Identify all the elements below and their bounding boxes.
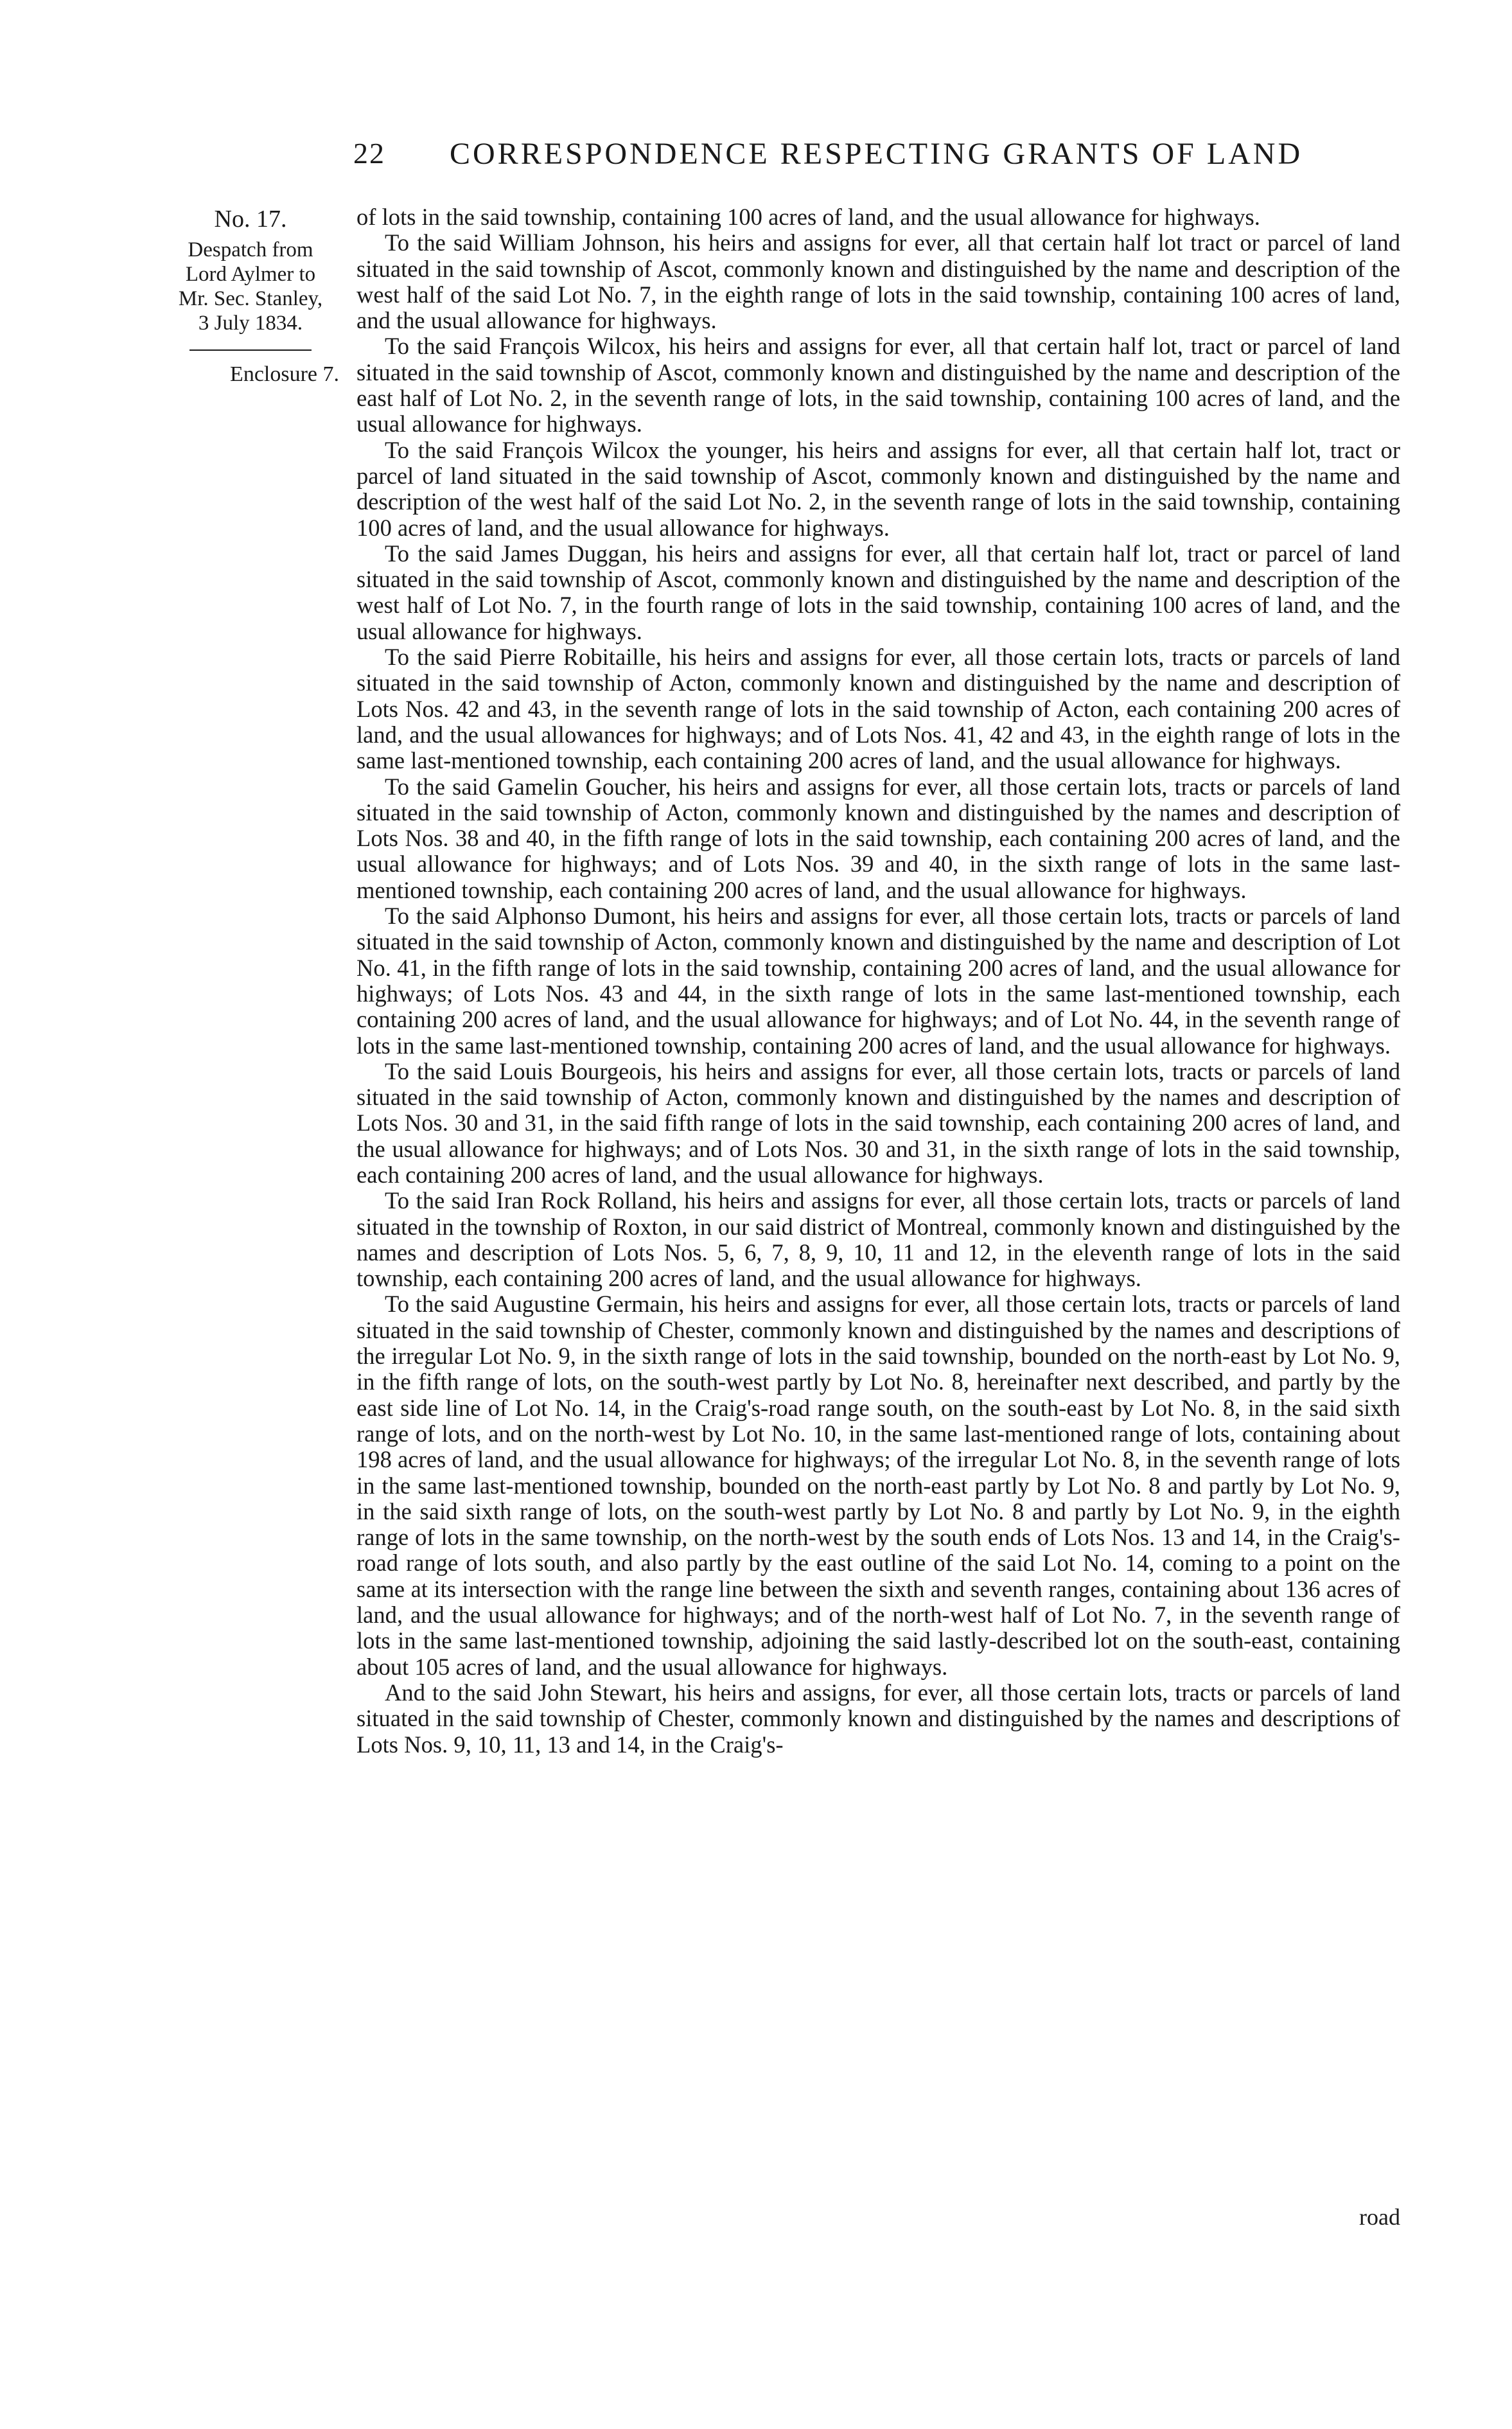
margin-note-divider bbox=[189, 349, 312, 351]
paragraph: And to the said John Stewart, his heirs and assigns, for ever, all those certain lots, tracts or parcels of land situated in the said township of Chester, commonly known and distinguished by the names and descriptions of Lots Nos. 9, 10, 11, 13 and 14, in the Craig's- bbox=[356, 1679, 1400, 1758]
margin-note-line: Lord Aylmer to bbox=[185, 263, 316, 286]
paragraph: To the said William Johnson, his heirs and assigns for ever, all that certain half lot tract or parcel of land situated in the said township of Ascot, commonly known and distinguished by the name and description of the west half of the said Lot No. 7, in the eighth range of lots in the said township, containing 100 acres of land, and the usual allowance for highways. bbox=[356, 229, 1400, 334]
page-number: 22 bbox=[353, 137, 385, 170]
paragraph: To the said Louis Bourgeois, his heirs and assigns for ever, all those certain lots, tracts or parcels of land situated in the said township of Acton, commonly known and distinguished by the names and description of Lots Nos. 30 and 31, in the said fifth range of lots in the said township, each containing 200 acres of land, and the usual allowance for highways; and of Lots Nos. 30 and 31, in the sixth range of lots in the said township, each containing 200 acres of land, and the usual allowance for highways. bbox=[356, 1057, 1400, 1188]
paragraph: To the said Alphonso Dumont, his heirs and assigns for ever, all those certain lots, tracts or parcels of land situated in the said township of Acton, commonly known and distinguished by the name and description of Lot No. 41, in the fifth range of lots in the said township, containing 200 acres of land, and the usual allowance for highways; of Lots Nos. 43 and 44, in the sixth range of lots in the same last-mentioned township, each containing 200 acres of land, and the usual allowance for highways; and of Lot No. 44, in the seventh range of lots in the same last-mentioned township, containing 200 acres of land, and the usual allowance for highways. bbox=[356, 903, 1400, 1059]
paragraph: To the said François Wilcox the younger, his heirs and assigns for ever, all that certain half lot, tract or parcel of land situated in the said township of Ascot, commonly known and distinguished by the name and description of the west half of the said Lot No. 2, in the seventh range of lots in the said township, containing 100 acres of land, and the usual allowance for highways. bbox=[356, 436, 1400, 541]
margin-note bbox=[135, 207, 366, 387]
paragraph: of lots in the said township, containing 100 acres of land, and the usual allowance for highways. bbox=[356, 204, 1260, 230]
paragraph: To the said François Wilcox, his heirs and assigns for ever, all that certain half lot, tract or parcel of land situated in the said township of Ascot, commonly known and distinguished by the name and description of the east half of Lot No. 2, in the seventh range of lots, in the said township, containing 100 acres of land, and the usual allowance for highways. bbox=[356, 333, 1400, 437]
margin-note-line: 3 July 1834. bbox=[198, 312, 303, 335]
paragraph: To the said Gamelin Goucher, his heirs and assigns for ever, all those certain lots, tracts or parcels of land situated in the said township of Acton, commonly known and distinguished by the names and description of Lots Nos. 38 and 40, in the fifth range of lots in the said township, each containing 200 acres of land, and the usual allowance for highways; and of Lots Nos. 39 and 40, in the sixth range of lots in the same last-mentioned township, each containing 200 acres of land, and the usual allowance for highways. bbox=[356, 773, 1400, 903]
paragraph: To the said Pierre Robitaille, his heirs and assigns for ever, all those certain lots, tracts or parcels of land situated in the said township of Acton, commonly known and distinguished by the name and description of Lots Nos. 42 and 43, in the seventh range of lots in the said township of Acton, each containing 200 acres of land, and the usual allowances for highways; and of Lots Nos. 41, 42 and 43, in the eighth range of lots in the same last-mentioned township, each containing 200 acres of land, and the usual allowance for highways. bbox=[356, 644, 1400, 774]
paragraph: To the said Iran Rock Rolland, his heirs and assigns for ever, all those certain lots, tracts or parcels of land situated in the township of Roxton, in our said district of Montreal, commonly known and distinguished by the names and description of Lots Nos. 5, 6, 7, 8, 9, 10, 11 and 12, in the eleventh range of lots in the said township, each containing 200 acres of land, and the usual allowance for highways. bbox=[356, 1187, 1400, 1292]
enclosure-label: Enclosure 7. bbox=[230, 362, 339, 386]
paragraph: To the said James Duggan, his heirs and assigns for ever, all that certain half lot, tract or parcel of land situated in the said township of Ascot, commonly known and distinguished by the name and description of the west half of Lot No. 7, in the fourth range of lots in the said township, containing 100 acres of land, and the usual allowance for highways. bbox=[356, 540, 1400, 644]
body-text bbox=[356, 204, 1400, 1758]
catchword: road bbox=[1359, 2204, 1400, 2230]
margin-note-line: Mr. Sec. Stanley, bbox=[178, 287, 323, 310]
despatch-number: No. 17. bbox=[214, 206, 287, 233]
margin-note-line: Despatch from bbox=[188, 238, 313, 261]
running-title: CORRESPONDENCE RESPECTING GRANTS OF LAND bbox=[450, 137, 1303, 171]
page-header bbox=[353, 136, 1400, 181]
paragraph: To the said Augustine Germain, his heirs and assigns for ever, all those certain lots, tracts or parcels of land situated in the said township of Chester, commonly known and distinguished by the names and descriptions of the irregular Lot No. 9, in the sixth range of lots in the said township, bounded on the north-east by Lot No. 9, in the fifth range of lots, on the south-west partly by Lot No. 8, hereinafter next described, and partly by the east side line of Lot No. 14, in the Craig's-road range south, on the south-east by Lot No. 8, in the said sixth range of lots, and on the north-west by Lot No. 10, in the same last-mentioned range of lots, containing about 198 acres of land, and the usual allowance for highways; of the irregular Lot No. 8, in the seventh range of lots in the same last-mentioned township, bounded on the north-east partly by Lot No. 8 and partly by Lot No. 9, in the said sixth range of lots, on the south-west partly by Lot No. 8 and partly by Lot No. 9, in the eighth range of lots in the same township, on the north-west by the south ends of Lots Nos. 13 and 14, in the Craig's-road range of lots south, and also partly by the east outline of the said Lot No. 14, coming to a point on the same at its intersection with the range line between the sixth and seventh ranges, containing about 136 acres of land, and the usual allowance for highways; and of the north-west half of Lot No. 7, in the seventh range of lots in the same last-mentioned township, adjoining the said lastly-described lot on the south-east, containing about 105 acres of land, and the usual allowance for highways. bbox=[356, 1291, 1400, 1680]
